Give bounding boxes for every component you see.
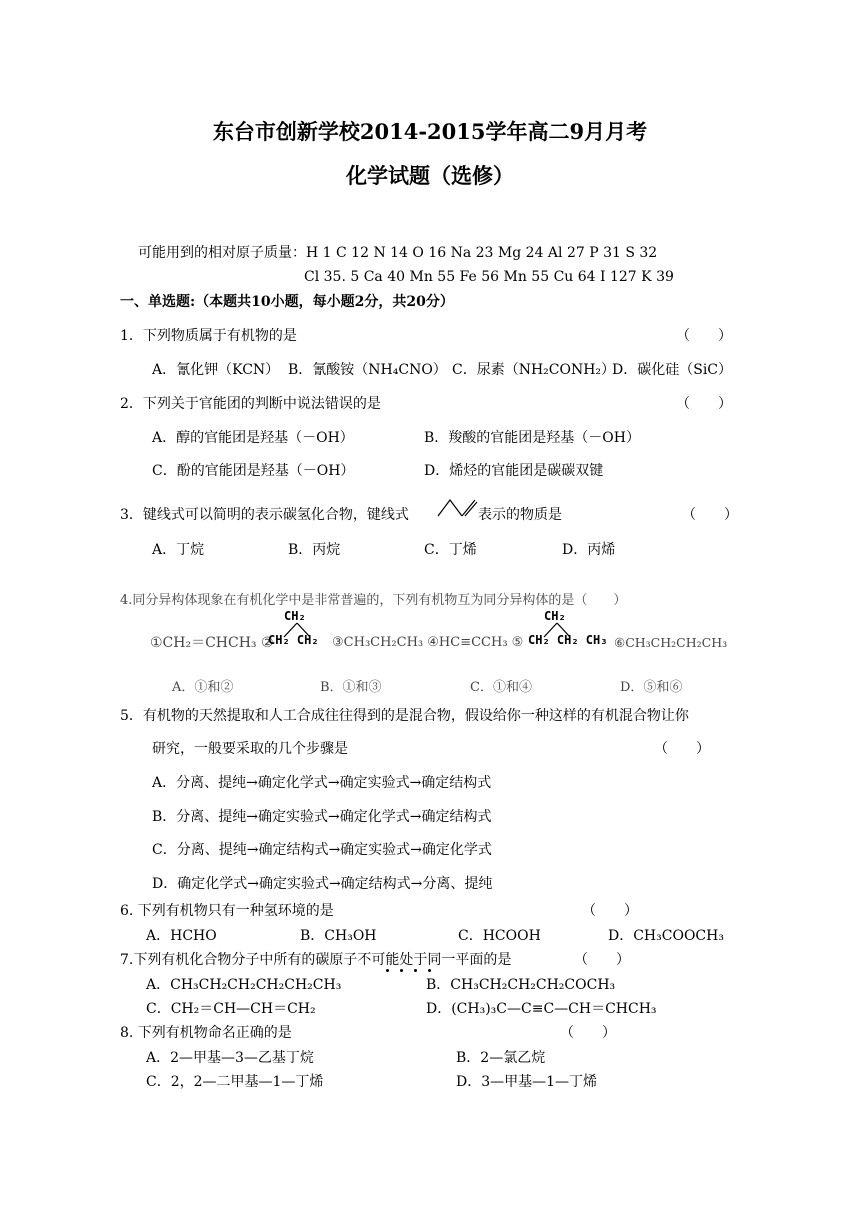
q4-compound-2-cyclopropane [268,607,338,651]
q3-option-d: D．丙烯 [562,542,616,558]
q2-stem: 2．下列关于官能团的判断中说法错误的是 [120,396,381,412]
q8-option-c: C．2，2—二甲基—1—丁烯 [146,1074,324,1090]
q3-option-a: A．丁烷 [152,542,205,558]
q2-option-a: A．醇的官能团是羟基（－OH） [152,430,354,446]
q6-stem: 6. 下列有机物只有一种氢环境的是 [120,903,334,919]
q3-bond-line-diagram [436,496,478,520]
atomic-masses-line1: 可能用到的相对原子质量：H 1 C 12 N 14 O 16 Na 23 Mg 24 Al 27 P 31 S 32 [138,245,658,261]
q5-answer-paren: （ ） [654,741,710,757]
q6-option-b: B．CH₃OH [300,928,377,944]
q2-answer-paren: （ ） [676,396,732,412]
q4-option-b: B．①和③ [320,680,382,695]
q4-compound-5-methylcyclopropane [528,607,614,651]
q4-option-c: C．①和④ [470,680,532,695]
q4-ring2-bottom: CH₂ CH₂ [268,633,319,647]
q8-option-b: B．2—氯乙烷 [456,1050,546,1066]
q3-answer-paren: （ ） [682,507,738,523]
q4-compound-1: ①CH₂＝CHCH₃ ② [150,635,274,651]
q4-compound-6: ⑥CH₃CH₂CH₂CH₃ [614,635,728,650]
q8-option-d: D．3—甲基—1—丁烯 [456,1074,598,1090]
emphasis-dot [414,969,417,972]
q7-emphasis-dots [384,969,432,973]
q5-stem-line2: 研究，一般要采取的几个步骤是 [152,741,348,757]
q6-option-a: A．HCHO [146,928,217,944]
q4-ring5-top-ch2: CH₂ [544,609,566,623]
q4-compounds-3-5: ③CH₃CH₂CH₃ ④HC≡CCH₃ ⑤ [332,635,524,650]
q5-option-a: A．分离、提纯→确定化学式→确定实验式→确定结构式 [152,775,492,791]
q1-option-a: A．氰化钾（KCN） [152,362,280,378]
q1-option-c: C．尿素（NH₂CONH₂） [452,362,616,378]
q5-option-b: B．分离、提纯→确定实验式→确定化学式→确定结构式 [152,809,492,825]
q4-option-d: D．⑤和⑥ [620,680,683,695]
q2-option-d: D．烯烃的官能团是碳碳双键 [424,463,604,479]
atomic-masses-line2: Cl 35. 5 Ca 40 Mn 55 Fe 56 Mn 55 Cu 64 I 127 K 39 [304,269,674,285]
q4-stem: 4.同分异构体现象在有机化学中是非常普遍的，下列有机物互为同分异构体的是（ ） [120,593,627,608]
page-title: 东台市创新学校2014-2015学年高二9月月考 [212,119,648,144]
q7-option-d: D．(CH₃)₃C—C≡C—CH＝CHCH₃ [426,1001,657,1017]
q5-option-c: C．分离、提纯→确定结构式→确定实验式→确定化学式 [152,842,492,858]
q4-ring2-top-ch2: CH₂ [284,609,306,623]
emphasis-dot [400,969,403,972]
q1-option-d: D．碳化硅（SiC） [612,362,733,378]
q8-stem: 8. 下列有机物命名正确的是 [120,1025,292,1041]
q3-stem-start: 3．键线式可以简明的表示碳氢化合物，键线式 [120,507,409,523]
q5-stem-line1: 5．有机物的天然提取和人工合成往往得到的是混合物，假设给你一种这样的有机混合物让你 [120,708,689,724]
q6-answer-paren: （ ） [582,903,638,919]
q7-stem: 7.下列有机化合物分子中所有的碳原子不可能处于同一平面的是 [120,952,512,968]
q7-option-c: C．CH₂＝CH—CH＝CH₂ [146,1001,316,1017]
q1-option-b: B．氰酸铵（NH₄CNO） [288,362,447,378]
q4-option-a: A．①和② [172,680,234,695]
q3-stem-end: 表示的物质是 [478,507,562,523]
q8-option-a: A．2—甲基—3—乙基丁烷 [146,1050,314,1066]
q7-option-b: B．CH₃CH₂CH₂CH₂COCH₃ [426,977,616,993]
emphasis-dot [386,969,389,972]
emphasis-dot [428,969,431,972]
section-heading: 一、单选题:（本题共10小题，每小题2分，共20分） [120,294,454,310]
q6-option-c: C．HCOOH [458,928,541,944]
q3-option-c: C．丁烯 [424,542,477,558]
q2-option-c: C．酚的官能团是羟基（－OH） [152,463,355,479]
q8-answer-paren: （ ） [560,1025,616,1041]
q6-option-d: D．CH₃COOCH₃ [608,928,724,944]
q3-option-b: B．丙烷 [288,542,341,558]
page-subtitle: 化学试题（选修） [346,163,514,188]
q7-option-a: A．CH₃CH₂CH₂CH₂CH₂CH₃ [146,977,342,993]
q1-answer-paren: （ ） [676,328,732,344]
q5-option-d: D．确定化学式→确定实验式→确定结构式→分离、提纯 [152,876,493,892]
q4-ring5-bottom: CH₂ CH₂ CH₃ [528,633,608,647]
q1-stem: 1．下列物质属于有机物的是 [120,328,297,344]
q7-answer-paren: （ ） [574,952,630,968]
q2-option-b: B．羧酸的官能团是羟基（－OH） [424,430,640,446]
